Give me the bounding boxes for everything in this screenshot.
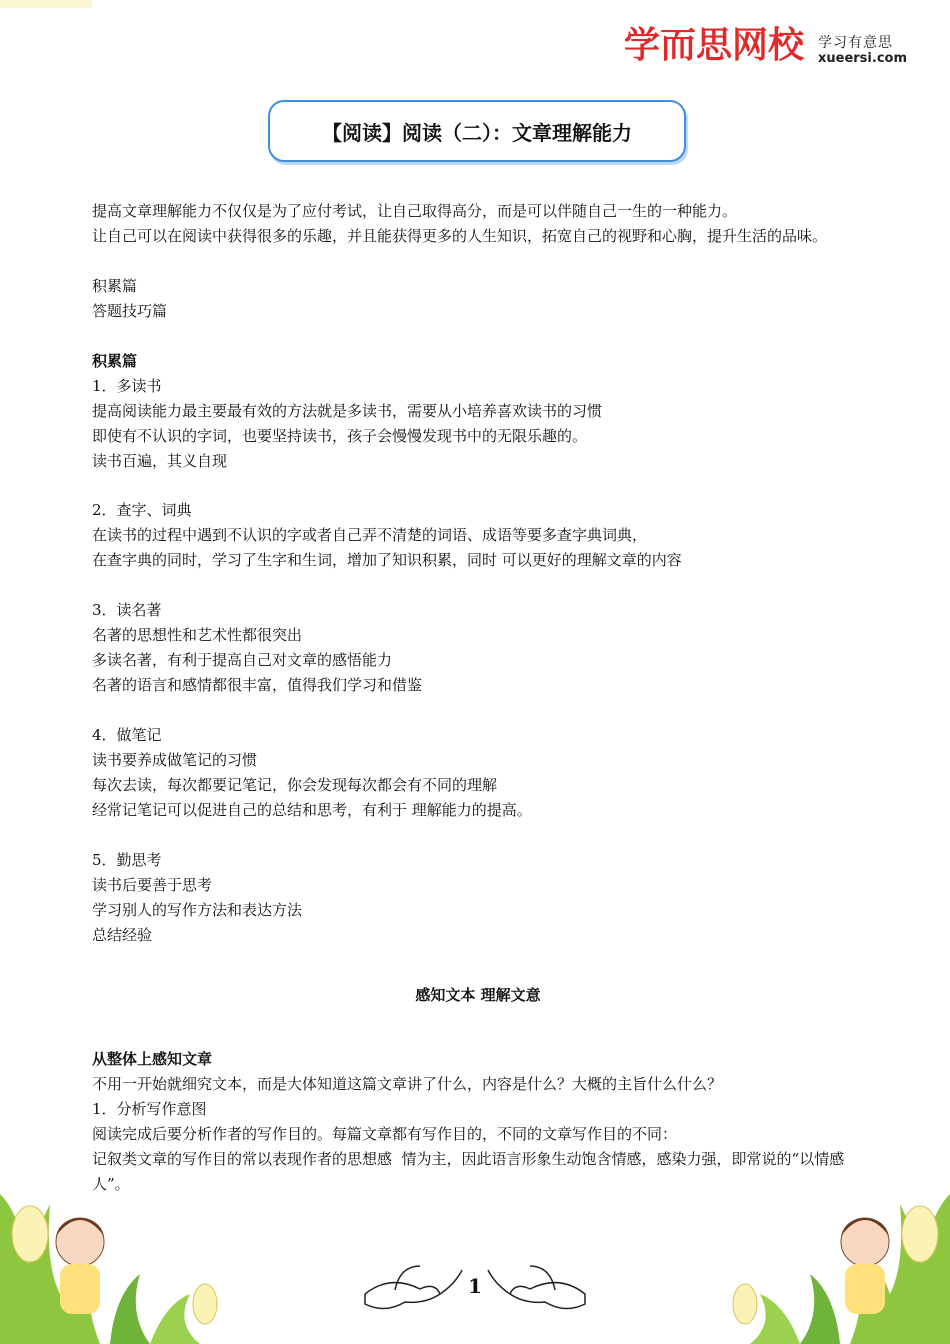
body-line: 提高阅读能力最主要最有效的方法就是多读书，需要从小培养喜欢读书的习惯 <box>92 401 603 420</box>
footer-illustration <box>0 1174 950 1344</box>
document-body <box>92 199 864 1197</box>
logo-url: xueersi.com <box>818 51 908 66</box>
title-frame <box>268 100 686 162</box>
page-title: 【阅读】阅读（二）：文章理解能力 <box>322 120 632 145</box>
intro-paragraph-2: 让自己可以在阅读中获得很多的乐趣，并且能获得更多的人生知识，拓宽自己的视野和心胸，提升生活的品味。 <box>92 227 828 245</box>
body-line: 总结经验 <box>92 925 153 944</box>
body-line: 多读名著，有利于提高自己对文章的感悟能力 <box>92 651 393 670</box>
body-line: 读书百遍，其义自现 <box>92 451 228 470</box>
body-line: 每次去读，每次都要记笔记，你会发现每次都会有不同的理解 <box>92 775 498 794</box>
body-line: 名著的思想性和艺术性都很突出 <box>92 626 303 645</box>
item-title: 2．查字、词典 <box>92 501 192 520</box>
item-title: 3．读名著 <box>92 601 162 620</box>
body-line: 即使有不认识的字词，也要坚持读书，孩子会慢慢发现书中的无限乐趣的。 <box>92 426 588 445</box>
logo-slogan: 学习有意思 <box>818 35 893 51</box>
body-line: 经常记笔记可以促进自己的总结和思考，有利于 理解能力的提高。 <box>92 800 532 819</box>
section-heading: 积累篇 <box>92 351 138 370</box>
corner-decoration <box>0 0 92 8</box>
intro-paragraph-1: 提高文章理解能力不仅仅是为了应付考试，让自己取得高分，而是可以伴随自己一生的一种能力。 <box>92 202 738 220</box>
body-line: 在查字典的同时，学习了生字和生词，增加了知识积累，同时 可以更好的理解文章的内容 <box>92 551 682 570</box>
body-line: 阅读完成后要分析作者的写作目的。每篇文章都有写作目的，不同的文章写作目的不同： <box>92 1125 678 1144</box>
item-title: 1．分析写作意图 <box>92 1100 207 1119</box>
toc-item: 答题技巧篇 <box>92 301 168 320</box>
item-title: 4．做笔记 <box>92 725 162 744</box>
right-flower-decoration <box>733 1194 950 1344</box>
body-line: 记叙类文章的写作目的常以表现作者的思想感 情为主，因此语言形象生动饱含情感，感染力强，即常说的“以情感人”。 <box>92 1150 845 1194</box>
section-lead: 不用一开始就细究文本，而是大体知道这篇文章讲了什么，内容是什么？大概的主旨什么什么？ <box>92 1075 723 1094</box>
accumulation-list <box>92 374 864 973</box>
page-number: 1 <box>468 1274 482 1298</box>
body-line: 在读书的过程中遇到不认识的字或者自己弄不清楚的词语、成语等要多查字典词典， <box>92 526 648 545</box>
body-line: 名著的语言和感情都很丰富，值得我们学习和借鉴 <box>92 676 423 695</box>
left-flower-decoration <box>0 1194 217 1344</box>
toc-item: 积累篇 <box>92 276 138 295</box>
item-title: 1．多读书 <box>92 376 162 395</box>
body-line: 读书要养成做笔记的习惯 <box>92 750 258 769</box>
xueersi-logo <box>624 24 924 74</box>
body-line: 读书后要善于思考 <box>92 875 213 894</box>
section-heading: 从整体上感知文章 <box>92 1050 213 1069</box>
logo-main-text: 学而思网校 <box>624 25 805 66</box>
section-center-title: 感知文本 理解文意 <box>415 985 541 1004</box>
body-line: 学习别人的写作方法和表达方法 <box>92 900 303 919</box>
item-title: 5．勤思考 <box>92 850 162 869</box>
